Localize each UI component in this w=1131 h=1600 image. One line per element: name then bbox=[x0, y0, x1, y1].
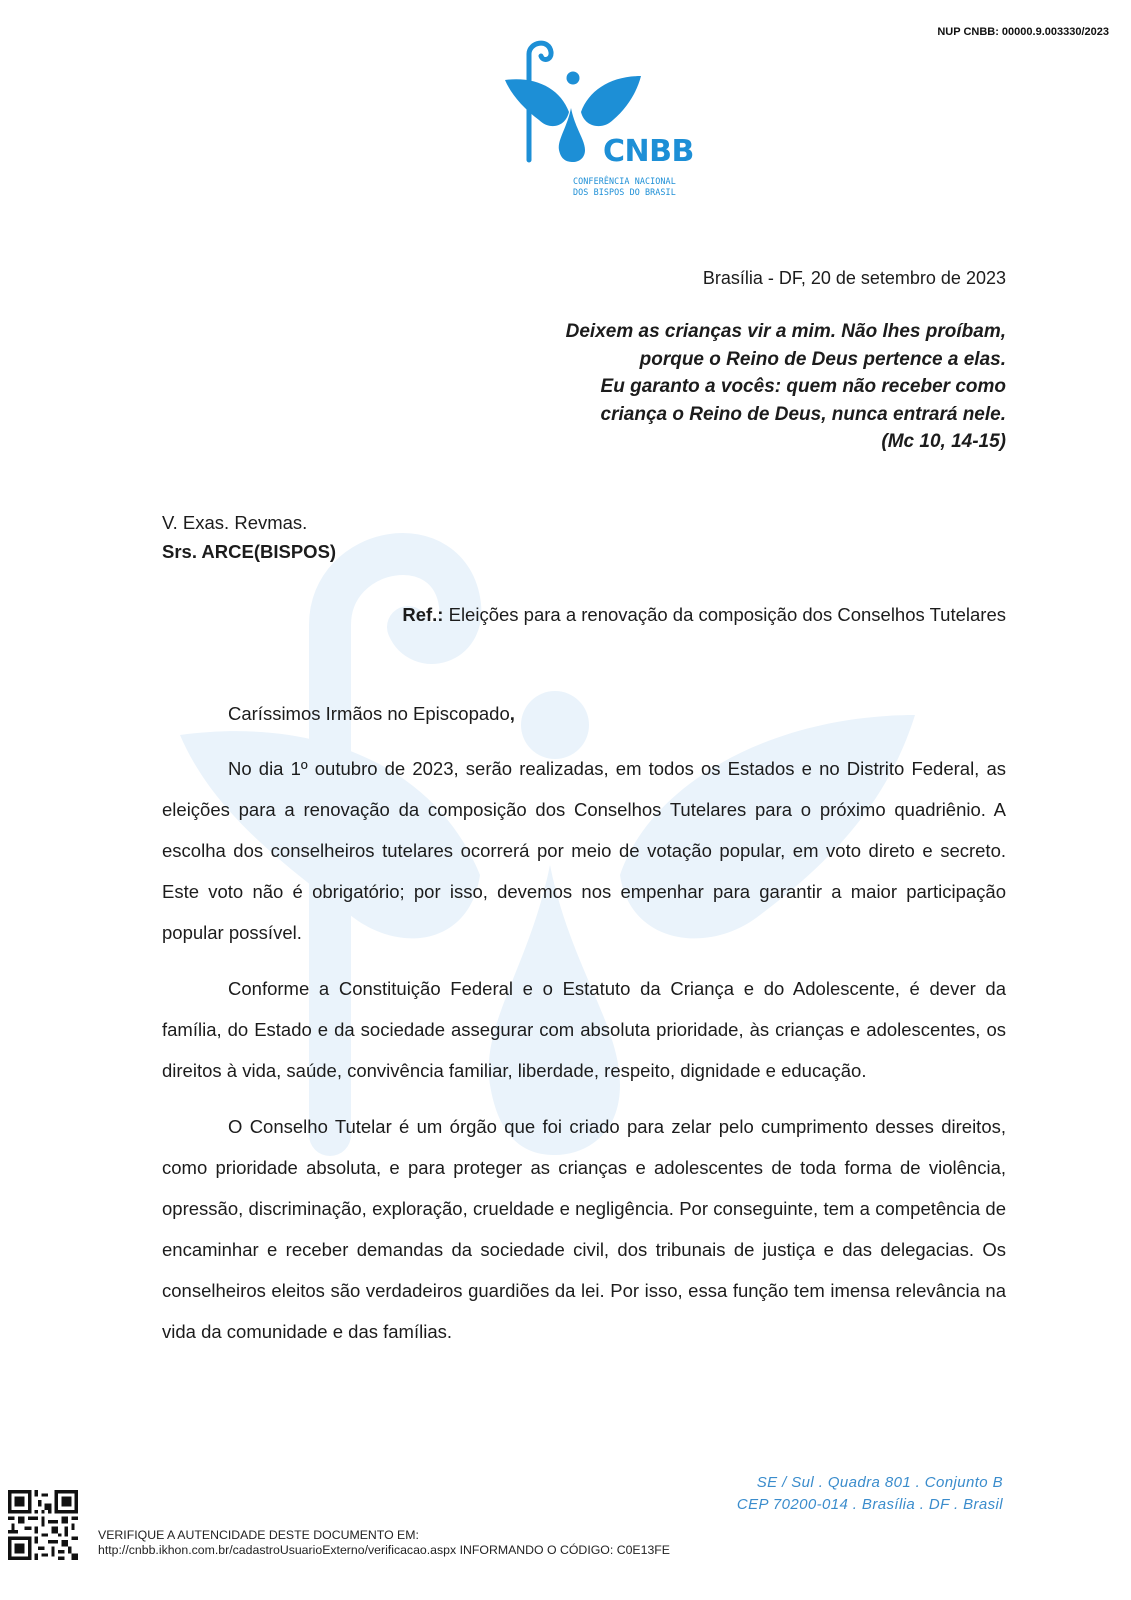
epigraph-line: porque o Reino de Deus pertence a elas. bbox=[639, 348, 1006, 370]
addressee-title: V. Exas. Revmas. bbox=[162, 512, 308, 533]
logo-subtitle bbox=[573, 176, 693, 198]
address-line: CEP 70200-014 . Brasília . DF . Brasil bbox=[736, 1496, 1003, 1513]
letter-date: Brasília - DF, 20 de setembro de 2023 bbox=[702, 268, 1006, 288]
reference bbox=[402, 604, 1006, 626]
epigraph-line: Deixem as crianças vir a mim. Não lhes proíbam, bbox=[565, 321, 1006, 342]
epigraph-citation: (Mc 10, 14-15) bbox=[881, 431, 1006, 452]
addressee-name: Srs. ARCE(BISPOS) bbox=[162, 541, 337, 562]
epigraph-line: criança o Reino de Deus, nunca entrará nele. bbox=[600, 403, 1006, 425]
nup-number: NUP CNBB: 00000.9.003330/2023 bbox=[937, 26, 1109, 38]
salutation-comma: , bbox=[509, 703, 515, 724]
addressee bbox=[162, 508, 336, 566]
verification-notice bbox=[98, 1528, 670, 1558]
reference-label: Ref.: bbox=[402, 604, 444, 625]
logo-subtitle-line2: DOS BISPOS DO BRASIL bbox=[573, 187, 676, 197]
reference-text: Eleições para a renovação da composição dos Conselhos Tutelares bbox=[443, 604, 1006, 625]
address-line: SE / Sul . Quadra 801 . Conjunto B bbox=[756, 1474, 1003, 1491]
letter-body bbox=[162, 748, 1006, 1367]
qr-code-icon bbox=[8, 1490, 78, 1560]
logo-subtitle-line1: CONFERÊNCIA NACIONAL bbox=[573, 176, 676, 186]
salutation-text: Caríssimos Irmãos no Episcopado bbox=[228, 703, 510, 724]
verification-url: http://cnbb.ikhon.com.br/cadastroUsuarioExterno/verificacao.aspx INFORMANDO O CÓDIGO: C0E13FE bbox=[98, 1543, 671, 1557]
body-paragraph: O Conselho Tutelar é um órgão que foi criado para zelar pelo cumprimento desses direitos, como prioridade absoluta, e para proteger as crianças e adolescentes de toda forma de violência, opressão, discriminação, exploração, crueldade e negligência. Por conseguinte, tem a competência de encaminhar e receber demandas da sociedade civil, dos tribunais de justiça e das delegacias. Os conselheiros eleitos são verdadeiros guardiões da lei. Por isso, essa função tem imensa relevância na vida da comunidade e das famílias. bbox=[162, 1116, 1006, 1342]
logo-wordmark: CNBB bbox=[603, 134, 694, 169]
epigraph-line: Eu garanto a vocês: quem não receber como bbox=[600, 376, 1006, 397]
body-paragraph: No dia 1º outubro de 2023, serão realizadas, em todos os Estados e no Distrito Federal, as eleições para a renovação da composição dos Conselhos Tutelares para o próximo quadriênio. A escolha dos conselheiros tutelares ocorrerá por meio de votação popular, em voto direto e secreto. Este voto não é obrigatório; por isso, devemos nos empenhar para garantir a maior participação popular possível. bbox=[162, 758, 1006, 943]
body-paragraph: Conforme a Constituição Federal e o Estatuto da Criança e do Adolescente, é dever da família, do Estado e da sociedade assegurar com absoluta prioridade, às crianças e adolescentes, os direitos à vida, saúde, convivência familiar, liberdade, respeito, dignidade e educação. bbox=[162, 978, 1006, 1081]
epigraph bbox=[566, 318, 1006, 456]
cnbb-logo bbox=[505, 36, 695, 206]
footer-address bbox=[737, 1472, 1003, 1516]
verification-label: VERIFIQUE A AUTENCIDADE DESTE DOCUMENTO EM: bbox=[98, 1528, 419, 1542]
salutation bbox=[228, 703, 515, 725]
